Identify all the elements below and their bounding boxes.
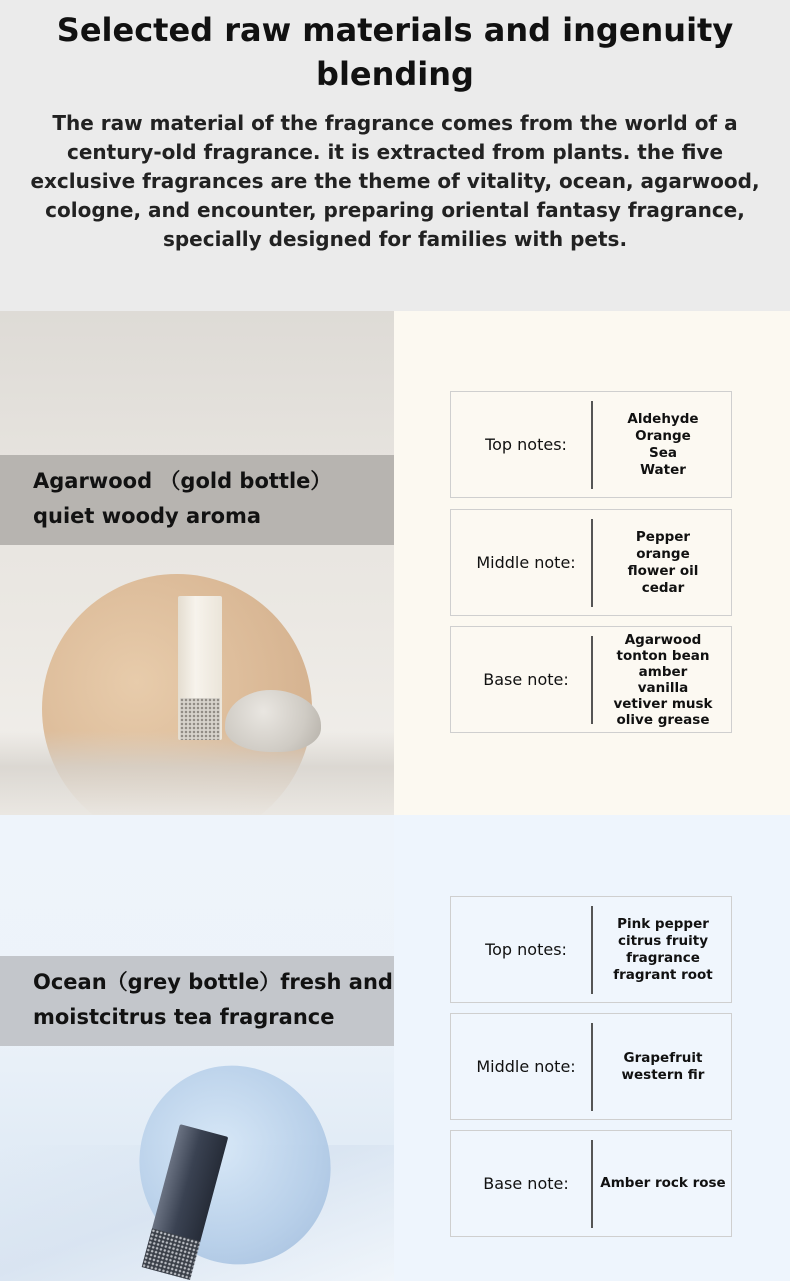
- product-section-ocean: [0, 815, 790, 1281]
- note-label: Base note:: [483, 670, 569, 689]
- top-notes-card: [450, 896, 732, 1003]
- note-value: vanilla: [637, 679, 689, 696]
- note-value: Water: [640, 461, 686, 478]
- note-value: amber: [638, 663, 688, 680]
- product-label-ocean: [0, 956, 394, 1046]
- note-value: cedar: [641, 579, 685, 596]
- note-value: citrus fruity: [617, 932, 709, 949]
- note-values: [593, 897, 733, 1002]
- note-value: Grapefruit: [623, 1049, 703, 1066]
- note-label: Base note:: [483, 1174, 569, 1193]
- note-value: tonton bean: [616, 647, 710, 664]
- note-values: [593, 1131, 733, 1236]
- middle-notes-card: [450, 1013, 732, 1120]
- note-value: Pepper: [635, 528, 691, 545]
- note-value: fragrant root: [613, 966, 713, 983]
- product-photo-agarwood: [0, 311, 394, 815]
- note-value: Sea: [649, 444, 677, 461]
- note-value: Amber rock rose: [600, 1175, 726, 1191]
- base-notes-card: [450, 626, 732, 733]
- note-label: Middle note:: [476, 553, 576, 572]
- note-value: olive grease: [616, 711, 710, 728]
- top-notes-card: [450, 391, 732, 498]
- floor-shadow: [0, 731, 394, 815]
- product-name: Ocean（grey bottle）fresh and: [33, 970, 393, 994]
- note-value: Orange: [635, 427, 691, 444]
- product-photo-ocean: [0, 815, 394, 1281]
- product-label-agarwood: [0, 455, 394, 545]
- note-label: Middle note:: [476, 1057, 576, 1076]
- middle-notes-card: [450, 509, 732, 616]
- product-section-agarwood: [0, 311, 790, 815]
- note-values: [593, 627, 733, 732]
- note-values: [593, 392, 733, 497]
- note-value: fragrance: [626, 949, 700, 966]
- note-value: vetiver musk: [613, 695, 713, 712]
- bottle-grille: [180, 698, 220, 740]
- note-value: Agarwood: [624, 631, 702, 648]
- note-values: [593, 1014, 733, 1119]
- product-name: Agarwood （gold bottle）: [33, 469, 332, 493]
- note-value: flower oil: [627, 562, 699, 579]
- intro-description: The raw material of the fragrance comes from the world of a century-old fragrance. it is extracted from plants. the five exclusive fragrances are the theme of vitality, ocean, agarwood, cologne, and encounter, preparing oriental fantasy fragrance, specially designed for families with pets.: [30, 111, 760, 251]
- note-value: Aldehyde: [627, 410, 699, 427]
- note-values: [593, 510, 733, 615]
- note-value: western fir: [621, 1066, 705, 1083]
- note-label: Top notes:: [485, 940, 567, 959]
- product-tagline: moistcitrus tea fragrance: [33, 1005, 335, 1029]
- notes-panel-agarwood: [394, 311, 790, 815]
- intro-header: [0, 0, 790, 311]
- note-value: orange: [636, 545, 690, 562]
- page-title: Selected raw materials and ingenuity blending: [56, 11, 734, 93]
- gold-bottle-image: [178, 596, 222, 740]
- base-notes-card: [450, 1130, 732, 1237]
- note-label: Top notes:: [485, 435, 567, 454]
- note-value: Pink pepper: [617, 915, 709, 932]
- notes-panel-ocean: [394, 815, 790, 1281]
- product-tagline: quiet woody aroma: [33, 504, 262, 528]
